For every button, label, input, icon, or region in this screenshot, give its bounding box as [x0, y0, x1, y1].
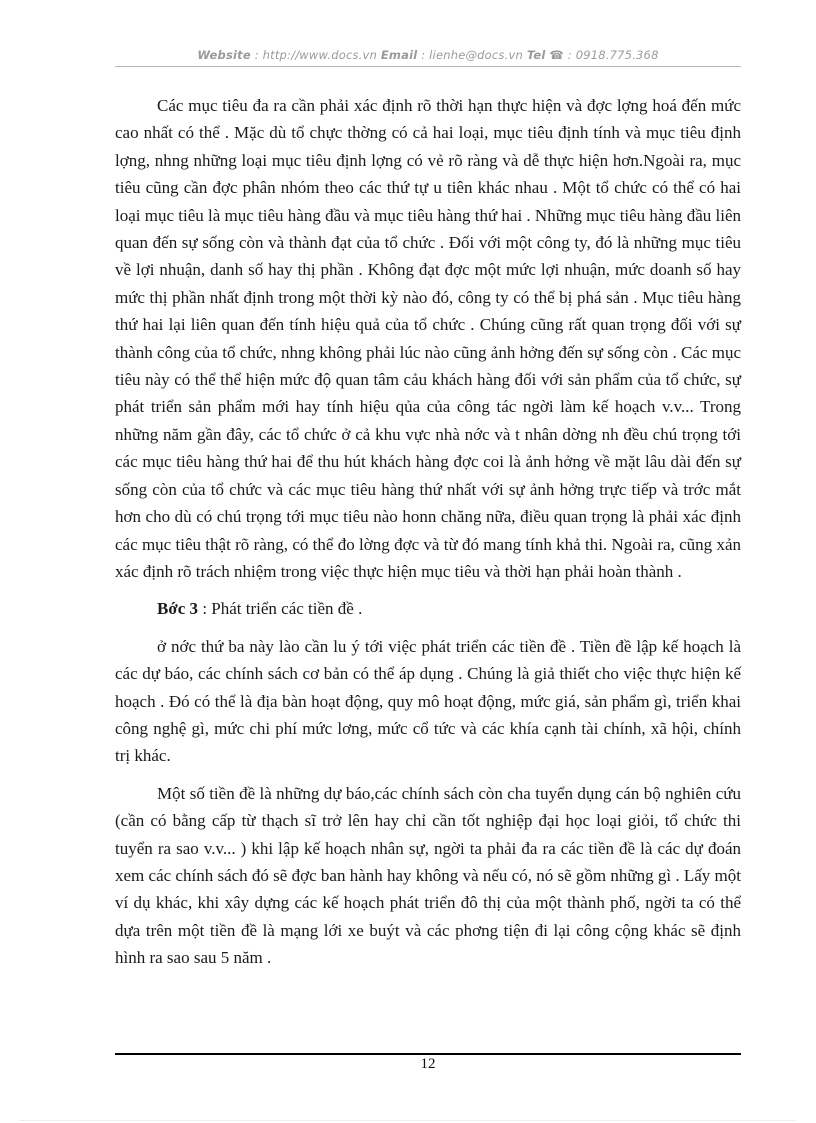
step-heading: [115, 595, 741, 622]
bottom-dotted-rule: [20, 1120, 796, 1121]
website-label: Website: [197, 48, 251, 62]
website-link[interactable]: : http://www.docs.vn: [254, 48, 378, 62]
tel-value: ☎ : 0918.775.368: [549, 48, 659, 62]
header-divider: [115, 66, 741, 67]
document-body: [115, 92, 741, 982]
page-number: 12: [420, 1056, 436, 1072]
paragraph-objectives: Các mục tiêu đa ra cần phải xác định rõ thời hạn thực hiện và đợc lợng hoá đến mức cao nhất có thể . Mặc dù tổ chực thờng có cả hai loại, mục tiêu định tính và mục tiêu định lợng, nhng những loại mục tiêu định lợng có vẻ rõ ràng và dễ thực hiện hơn.Ngoài ra, mục tiêu cũng cần đợc phân nhóm theo các thứ tự u tiên khác nhau . Một tổ chức có thể có hai loại mục tiêu là mục tiêu hàng đầu và mục tiêu hàng thứ hai . Những mục tiêu hàng đầu liên quan đến sự sống còn và thành đạt của tổ chức . Đối với một công ty, đó là những mục tiêu về lợi nhuận, danh số hay thị phần . Không đạt đợc một mức lợi nhuận, mức doanh số hay mức thị phần nhất định trong một thời kỳ nào đó, công ty có thể bị phá sản . Mục tiêu hàng thứ hai lại liên quan đến tính hiệu quả của tổ chức . Chúng cũng rất quan trọng đối với sự thành công của tổ chức, nhng không phải lúc nào cũng ảnh hởng đến sự sống còn . Các mục tiêu này có thể thể hiện mức độ quan tâm cảu khách hàng đối với sản phẩm của tổ chức, sự phát triển sản phẩm mới hay tính hiệu qủa của công tác ngời làm kế hoạch v.v... Trong những năm gần đây, các tổ chức ở cả khu vực nhà nớc và t nhân dờng nh đều chú trọng tới các mục tiêu hàng thứ hai để thu hút khách hàng đợc coi là ảnh hởng về mặt lâu dài đến sự sống còn của tổ chức và các mục tiêu hàng thứ nhất với sự ảnh hởng trực tiếp và trớc mắt hơn cho dù có chú trọng tới mục tiêu nào honn chăng nữa, điều quan trọng là phải xác định các mục tiêu thật rõ ràng, có thể đo lờng đợc và từ đó mang tính khả thi. Ngoài ra, cũng xản xác định rõ trách nhiệm trong việc thực hiện mục tiêu và thời hạn phải hoàn thành .: [115, 96, 742, 581]
page-header: [115, 48, 741, 62]
email-link[interactable]: : lienhe@docs.vn: [421, 48, 523, 62]
tel-label: Tel: [526, 48, 546, 62]
paragraph-forecasts: Một số tiền đề là những dự báo,các chính sách còn cha tuyển dụng cán bộ nghiên cứu (cần có bằng cấp từ thạch sĩ trở lên hay chỉ cần tốt nghiệp đại học loại giỏi, tổ chức thi tuyển ra sao v.v... ) khi lập kế hoạch nhân sự, ngời ta phải đa ra các tiền đề là các dự đoán xem các chính sách đó sẽ đợc ban hành hay không và nếu có, nó sẽ gồm những gì . Lấy một ví dụ khác, khi xây dựng các kế hoạch phát triển đô thị của một thành phố, ngời ta có thể dựa trên một tiền đề là mạng lới xe buýt và các phơng tiện đi lại công cộng khác sẽ định hình ra sao sau 5 năm .: [115, 783, 741, 968]
email-label: Email: [380, 48, 418, 62]
footer-divider: [115, 1053, 741, 1055]
step-title: : Phát triển các tiền đề .: [202, 599, 363, 619]
step-label: Bớc 3: [157, 599, 199, 619]
paragraph-premises: ở nớc thứ ba này lào cần lu ý tới việc phát triển các tiền đề . Tiền đề lập kế hoạch là các dự báo, các chính sách cơ bản có thể áp dụng . Chúng là giả thiết cho việc thực hiện kế hoạch . Đó có thể là địa bàn hoạt động, quy mô hoạt động, mức giá, sản phẩm gì, triển khai công nghệ gì, mức chi phí mức lơng, mức cổ tức và các khía cạnh tài chính, xã hội, chính trị khác.: [115, 636, 741, 766]
